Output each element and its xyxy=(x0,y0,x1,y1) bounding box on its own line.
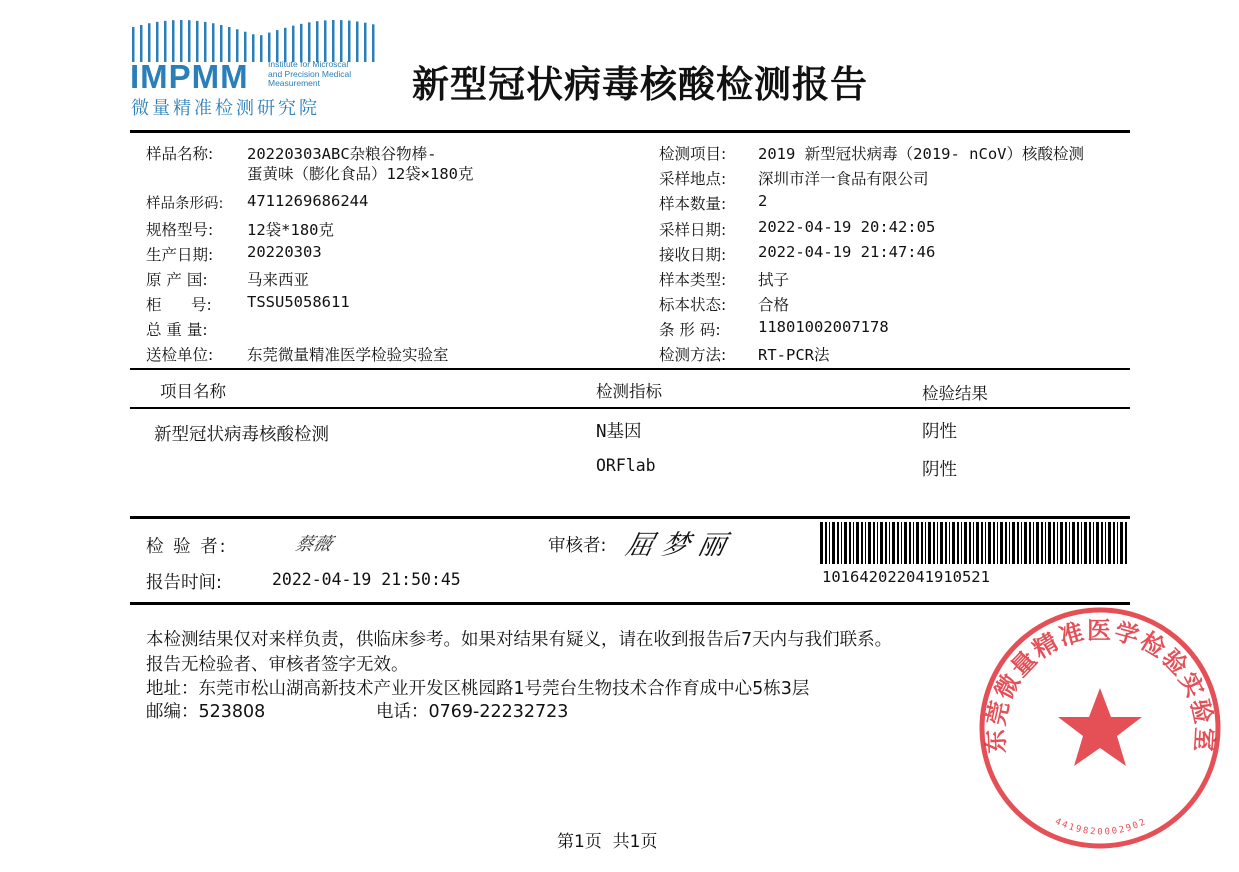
stamp-number: 4419820002902 xyxy=(1053,816,1149,838)
logo-subtitle-line: Institute for Microscal xyxy=(268,59,349,69)
report-time-value: 2022-04-19 21:50:45 xyxy=(272,570,461,589)
container-no-label: 柜 号: xyxy=(146,296,212,314)
sample-count-label: 样本数量: xyxy=(659,195,727,213)
column-header-result: 检验结果 xyxy=(922,384,988,403)
divider xyxy=(130,407,1130,409)
report-time-label: 报告时间: xyxy=(146,573,222,593)
report-barcode xyxy=(820,522,1128,564)
address-text: 地址：东莞市松山湖高新技术产业开发区桃园路1号莞台生物技术合作育成中心5栋3层 xyxy=(146,679,810,699)
production-date-value: 20220303 xyxy=(247,243,322,261)
logo-subtitle xyxy=(268,60,351,89)
received-date-value: 2022-04-19 21:47:46 xyxy=(758,243,936,261)
barcode-label: 条 形 码: xyxy=(659,321,721,339)
result-indicator: N基因 xyxy=(596,422,642,442)
received-date-label: 接收日期: xyxy=(659,246,727,264)
disclaimer-note: 本检测结果仅对来样负责，供临床参考。如果对结果有疑义，请在收到报告后7天内与我们联系。 xyxy=(146,630,893,650)
submitting-unit-value: 东莞微量精准医学检验实验室 xyxy=(247,346,449,364)
result-indicator: ORFlab xyxy=(596,456,656,475)
sample-name-label: 样品名称: xyxy=(146,145,214,163)
sample-name-value: 20220303ABC杂粮谷物棒- xyxy=(247,145,437,163)
submitting-unit-label: 送检单位: xyxy=(146,346,214,364)
logo-bars-graphic xyxy=(130,14,380,62)
barcode-value: 11801002007178 xyxy=(758,318,889,336)
stamp-text: 东莞微量精准医学检验实验室 xyxy=(981,616,1219,755)
test-item-label: 检测项目: xyxy=(659,145,727,163)
spec-value: 12袋*180克 xyxy=(247,221,334,239)
sampling-date-label: 采样日期: xyxy=(659,221,727,239)
report-title: 新型冠状病毒核酸检测报告 xyxy=(412,63,868,106)
inspector-signature: 蔡薇 xyxy=(292,534,335,555)
barcode-number: 101642022041910521 xyxy=(822,568,990,586)
result-item-name: 新型冠状病毒核酸检测 xyxy=(154,425,329,445)
phone-text: 电话：0769-22232723 xyxy=(376,702,569,722)
logo-subtitle-line: Measurement xyxy=(268,78,320,88)
specimen-status-value: 合格 xyxy=(758,296,790,314)
sample-type-value: 拭子 xyxy=(758,271,790,289)
result-value: 阴性 xyxy=(922,422,957,442)
column-header-item: 项目名称 xyxy=(160,382,226,401)
reviewer-signature: 屈梦丽 xyxy=(623,530,738,561)
test-method-value: RT-PCR法 xyxy=(758,346,830,364)
sampling-date-value: 2022-04-19 20:42:05 xyxy=(758,218,936,236)
reviewer-label: 审核者: xyxy=(548,536,607,556)
inspector-label: 检 验 者: xyxy=(146,537,228,557)
divider xyxy=(130,368,1130,370)
divider xyxy=(130,130,1130,133)
sample-name-value-line2: 蛋黄味（膨化食品）12袋×180克 xyxy=(247,165,474,183)
result-value: 阴性 xyxy=(922,460,957,480)
column-header-indicator: 检测指标 xyxy=(596,382,662,401)
logo-subtitle-line: and Precision Medical xyxy=(268,68,352,79)
production-date-label: 生产日期: xyxy=(146,246,214,264)
page-number: 第1页 共1页 xyxy=(557,832,658,852)
test-method-label: 检测方法: xyxy=(659,346,727,364)
logo-wordmark: IMPMM xyxy=(130,58,249,95)
sample-barcode-value: 4711269686244 xyxy=(247,192,369,210)
origin-label: 原 产 国: xyxy=(146,271,208,289)
svg-text:4419820002902 xyxy=(1053,817,1149,838)
signature-note: 报告无检验者、审核者签字无效。 xyxy=(146,655,409,675)
official-seal-stamp xyxy=(976,604,1224,852)
sample-count-value: 2 xyxy=(758,192,768,210)
sampling-site-label: 采样地点: xyxy=(659,170,727,188)
container-no-value: TSSU5058611 xyxy=(247,293,350,311)
sample-type-label: 样本类型: xyxy=(659,271,727,289)
origin-value: 马来西亚 xyxy=(247,271,310,289)
divider xyxy=(130,516,1130,519)
postcode-text: 邮编：523808 xyxy=(146,702,266,722)
sample-barcode-label: 样品条形码: xyxy=(146,196,224,212)
logo-chinese-name: 微量精准检测研究院 xyxy=(131,98,320,119)
total-weight-label: 总 重 量: xyxy=(146,321,208,339)
sampling-site-value: 深圳市洋一食品有限公司 xyxy=(758,170,929,188)
specimen-status-label: 标本状态: xyxy=(659,296,727,314)
spec-label: 规格型号: xyxy=(146,221,214,239)
test-item-value: 2019 新型冠状病毒（2019- nCoV）核酸检测 xyxy=(758,145,1084,163)
